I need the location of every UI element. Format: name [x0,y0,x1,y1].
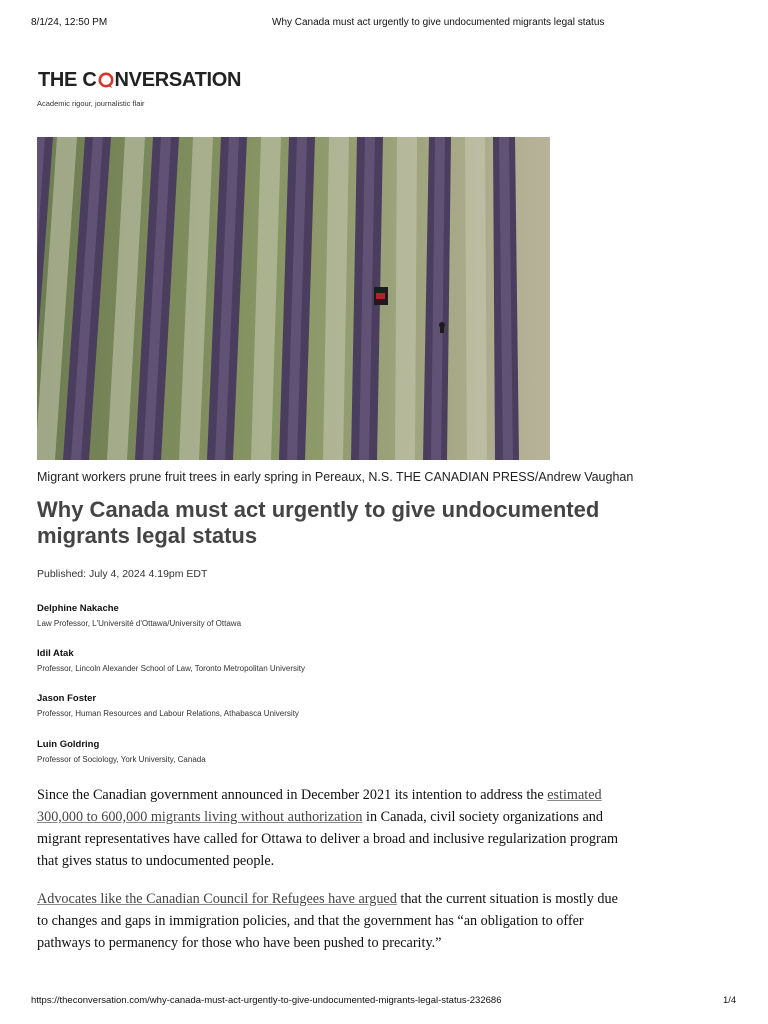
author-role: Law Professor, L'Université d'Ottawa/University of Ottawa [37,619,242,628]
author-block [37,603,241,630]
estimate-link[interactable]: estimated 300,000 to 600,000 migrants living without authorization [37,787,602,825]
image-caption: Migrant workers prune fruit trees in early spring in Pereaux, N.S. THE CANADIAN PRESS/Andrew Vaughan [37,470,634,484]
site-tagline: Academic rigour, journalistic flair [37,99,145,108]
print-doc-title: Why Canada must act urgently to give undocumented migrants legal status [272,17,605,28]
author-name[interactable]: Delphine Nakache [37,603,119,614]
page-number: 1/4 [723,995,737,1006]
author-block [37,739,206,766]
author-block [37,648,305,675]
author-block [37,693,299,720]
author-role: Professor of Sociology, York University, Canada [37,755,206,764]
print-header [0,17,768,31]
author-name[interactable]: Jason Foster [37,693,97,704]
article-paragraph [37,784,627,872]
print-url: https://theconversation.com/why-canada-must-act-urgently-to-give-undocumented-migrants-legal-status-232686 [31,995,502,1006]
logo-text-start: THE C [38,68,97,91]
article-headline: Why Canada must act urgently to give undocumented migrants legal status [37,497,600,548]
published-date: Published: July 4, 2024 4.19pm EDT [37,568,208,580]
author-name[interactable]: Idil Atak [37,648,74,659]
article-paragraph [37,888,627,954]
logo-text-end: NVERSATION [114,68,242,91]
author-role: Professor, Human Resources and Labour Relations, Athabasca University [37,709,299,718]
author-name[interactable]: Luin Goldring [37,739,100,750]
author-role: Professor, Lincoln Alexander School of Law, Toronto Metropolitan University [37,664,305,673]
paragraph-text: that the current situation is mostly due to changes and gaps in immigration policies, and that the government has “an obligation to offer pathways to permanency for those who have been pushed to precarity.” [37,891,618,951]
advocates-link[interactable]: Advocates like the Canadian Council for Refugees have argued [37,891,397,907]
site-logo[interactable] [38,68,241,92]
paragraph-text: in Canada, civil society organizations and migrant representatives have called for Ottawa to deliver a broad and inclusive regularization program that gives status to undocumented people. [37,809,619,869]
print-datetime: 8/1/24, 12:50 PM [31,17,108,28]
paragraph-text: Since the Canadian government announced in December 2021 its intention to address the [37,787,548,803]
speech-bubble-icon [98,72,114,88]
hero-image-orchard [37,137,550,460]
